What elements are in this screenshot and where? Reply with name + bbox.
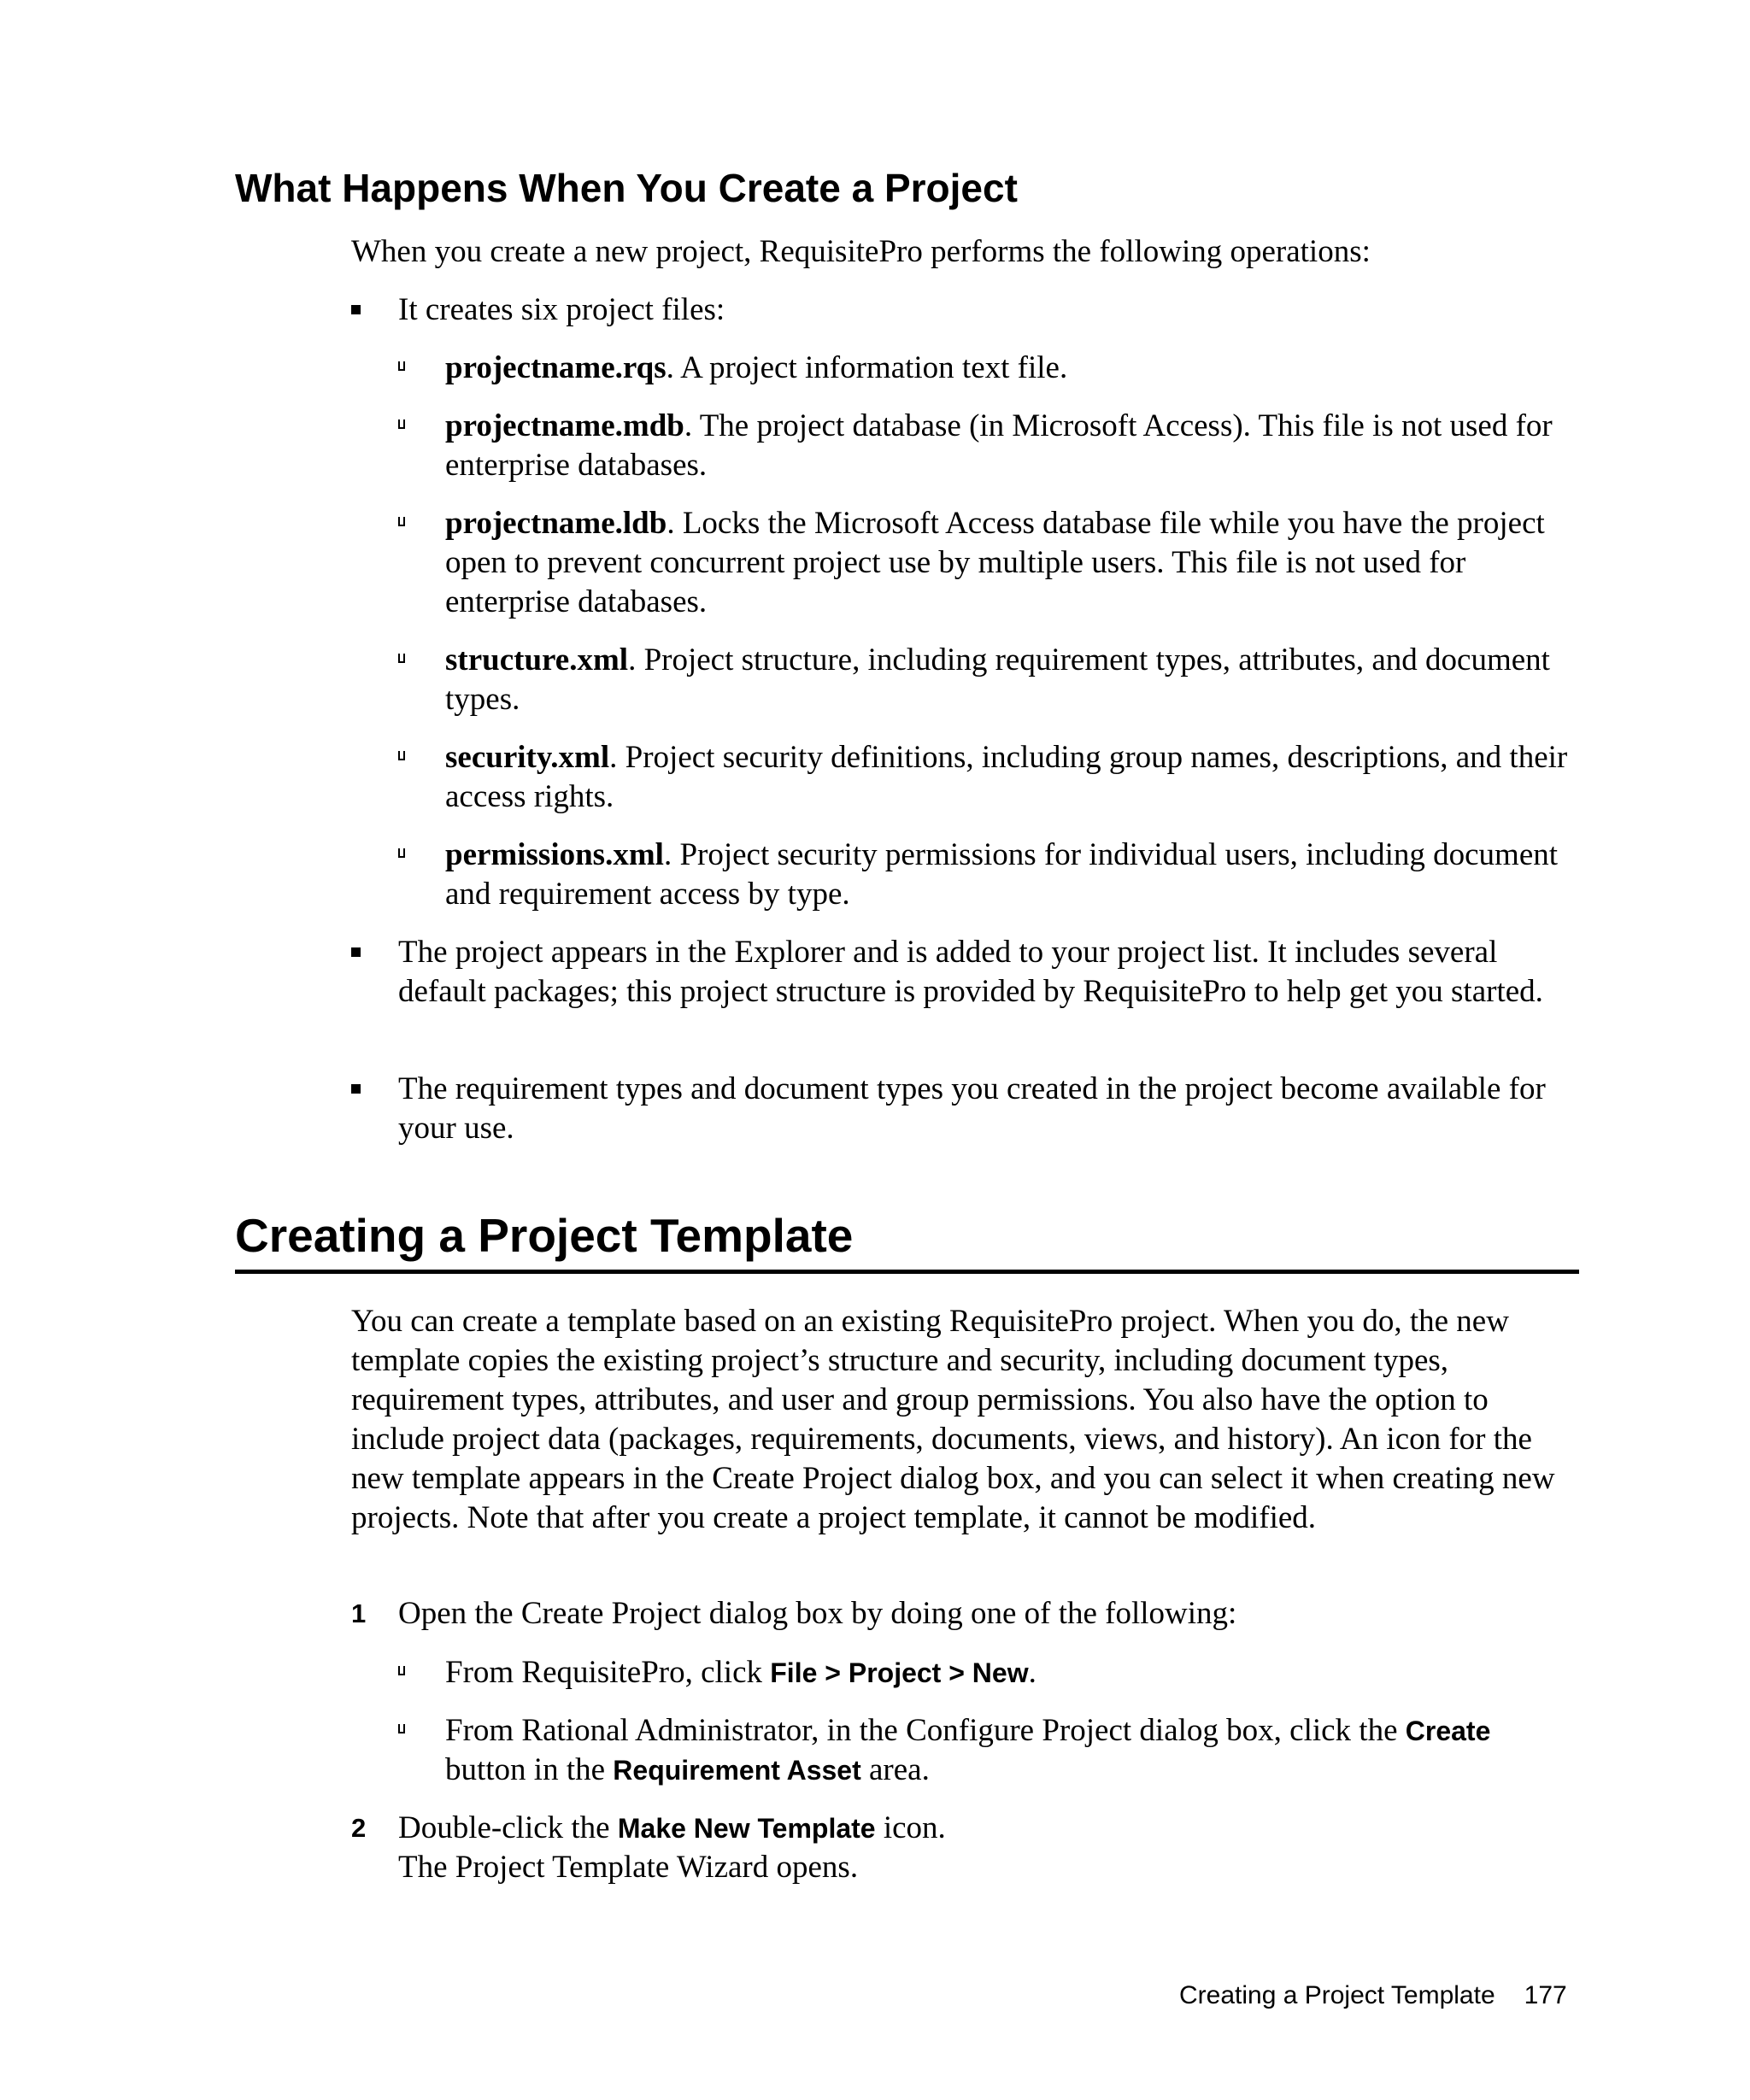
text-run: icon. bbox=[875, 1810, 946, 1845]
sub-bullet-icon bbox=[398, 751, 405, 760]
bullet-square-icon bbox=[351, 1084, 361, 1094]
bullet-text: The requirement types and document types you created in the project become available for your use. bbox=[398, 1071, 1546, 1146]
text-run: Double-click the bbox=[398, 1810, 618, 1845]
section-heading-what-happens: What Happens When You Create a Project bbox=[235, 166, 1018, 210]
step-item bbox=[351, 1594, 1579, 1634]
file-desc: . A project information text file. bbox=[666, 350, 1068, 385]
intro-text: When you create a new project, RequisitePro performs the following operations: bbox=[351, 234, 1371, 269]
bullet-text: It creates six project files: bbox=[398, 292, 725, 327]
step-result: The Project Template Wizard opens. bbox=[398, 1850, 859, 1885]
sub-bullet-icon bbox=[398, 517, 405, 526]
ui-term-create: Create bbox=[1405, 1716, 1491, 1746]
bullet-text: The project appears in the Explorer and is added to your project list. It includes several default packages; this project structure is provided by RequisitePro to help get you started. bbox=[398, 935, 1543, 1009]
page-number: 177 bbox=[1524, 1981, 1567, 2009]
file-item bbox=[398, 836, 1579, 914]
intro-paragraph bbox=[351, 232, 1579, 272]
heading-rule bbox=[235, 1270, 1579, 1274]
file-item bbox=[398, 349, 1579, 388]
sub-bullet-icon bbox=[398, 419, 405, 429]
text-run: . bbox=[1028, 1655, 1036, 1690]
sub-bullet-icon bbox=[398, 361, 405, 371]
step-sub-text bbox=[445, 1653, 1579, 1692]
text-run: From RequisitePro, click bbox=[445, 1655, 771, 1690]
text-run: button in the bbox=[445, 1752, 614, 1787]
file-item-text bbox=[445, 504, 1579, 622]
file-desc: . Project security definitions, including group names, descriptions, and their access rights. bbox=[445, 740, 1568, 814]
file-item bbox=[398, 504, 1579, 622]
file-item bbox=[398, 641, 1579, 719]
text-run: area. bbox=[860, 1752, 930, 1787]
bullet-square-icon bbox=[351, 305, 361, 314]
bullet-item bbox=[351, 933, 1579, 1012]
file-item-text bbox=[445, 407, 1579, 485]
file-item-text bbox=[445, 836, 1579, 914]
file-desc: . The project database (in Microsoft Access). This file is not used for enterprise databases. bbox=[445, 408, 1553, 483]
text-run: From Rational Administrator, in the Configure Project dialog box, click the bbox=[445, 1713, 1406, 1748]
file-item-text bbox=[445, 641, 1579, 719]
sub-bullet-icon bbox=[398, 1724, 405, 1733]
ui-term-make-new-template: Make New Template bbox=[617, 1813, 876, 1844]
menu-path: File > Project > New bbox=[770, 1657, 1029, 1688]
sub-bullet-icon bbox=[398, 848, 405, 858]
file-name: projectname.ldb bbox=[445, 506, 667, 541]
page-footer bbox=[1179, 1980, 1567, 2011]
sub-bullet-icon bbox=[398, 654, 405, 663]
file-name: permissions.xml bbox=[445, 837, 664, 872]
step-sub-text bbox=[445, 1711, 1579, 1790]
file-item-text bbox=[445, 349, 1579, 388]
file-name: projectname.rqs bbox=[445, 350, 667, 385]
footer-title: Creating a Project Template bbox=[1179, 1981, 1495, 2009]
template-paragraph bbox=[351, 1302, 1579, 1538]
file-item bbox=[398, 738, 1579, 817]
file-desc: . Project security permissions for individual users, including document and requirement access by type. bbox=[445, 837, 1559, 912]
file-name: security.xml bbox=[445, 740, 610, 775]
step-item bbox=[351, 1809, 1579, 1887]
file-name: projectname.mdb bbox=[445, 408, 684, 443]
bullet-square-icon bbox=[351, 947, 361, 957]
file-desc: . Locks the Microsoft Access database file while you have the project open to prevent concurrent project use by multiple users. This file is not used for enterprise databases. bbox=[445, 506, 1545, 619]
file-item-text bbox=[445, 738, 1579, 817]
sub-bullet-icon bbox=[398, 1666, 405, 1675]
file-item bbox=[398, 407, 1579, 485]
step-number: 1 bbox=[351, 1598, 367, 1628]
step-text bbox=[398, 1809, 1579, 1887]
bullet-item bbox=[351, 1070, 1579, 1148]
step-number: 2 bbox=[351, 1813, 367, 1843]
step-text: Open the Create Project dialog box by doing one of the following: bbox=[398, 1596, 1237, 1631]
step-sub-item bbox=[398, 1653, 1579, 1692]
section-heading-creating-template: Creating a Project Template bbox=[235, 1209, 854, 1262]
ui-term-requirement-asset: Requirement Asset bbox=[613, 1755, 861, 1786]
bullet-item bbox=[351, 290, 1579, 330]
file-desc: . Project structure, including requirement types, attributes, and document types. bbox=[445, 642, 1550, 717]
step-sub-item bbox=[398, 1711, 1579, 1790]
file-name: structure.xml bbox=[445, 642, 629, 678]
template-paragraph-text: You can create a template based on an existing RequisitePro project. When you do, the new template copies the existing project’s structure and security, including document types, requirement types, attributes, and user and group permissions. You also have the option to include project data (packages, requirements, documents, views, and history). An icon for the new template appears in the Create Project dialog box, and you can select it when creating new projects. Note that after you create a project template, it cannot be modified. bbox=[351, 1304, 1555, 1535]
